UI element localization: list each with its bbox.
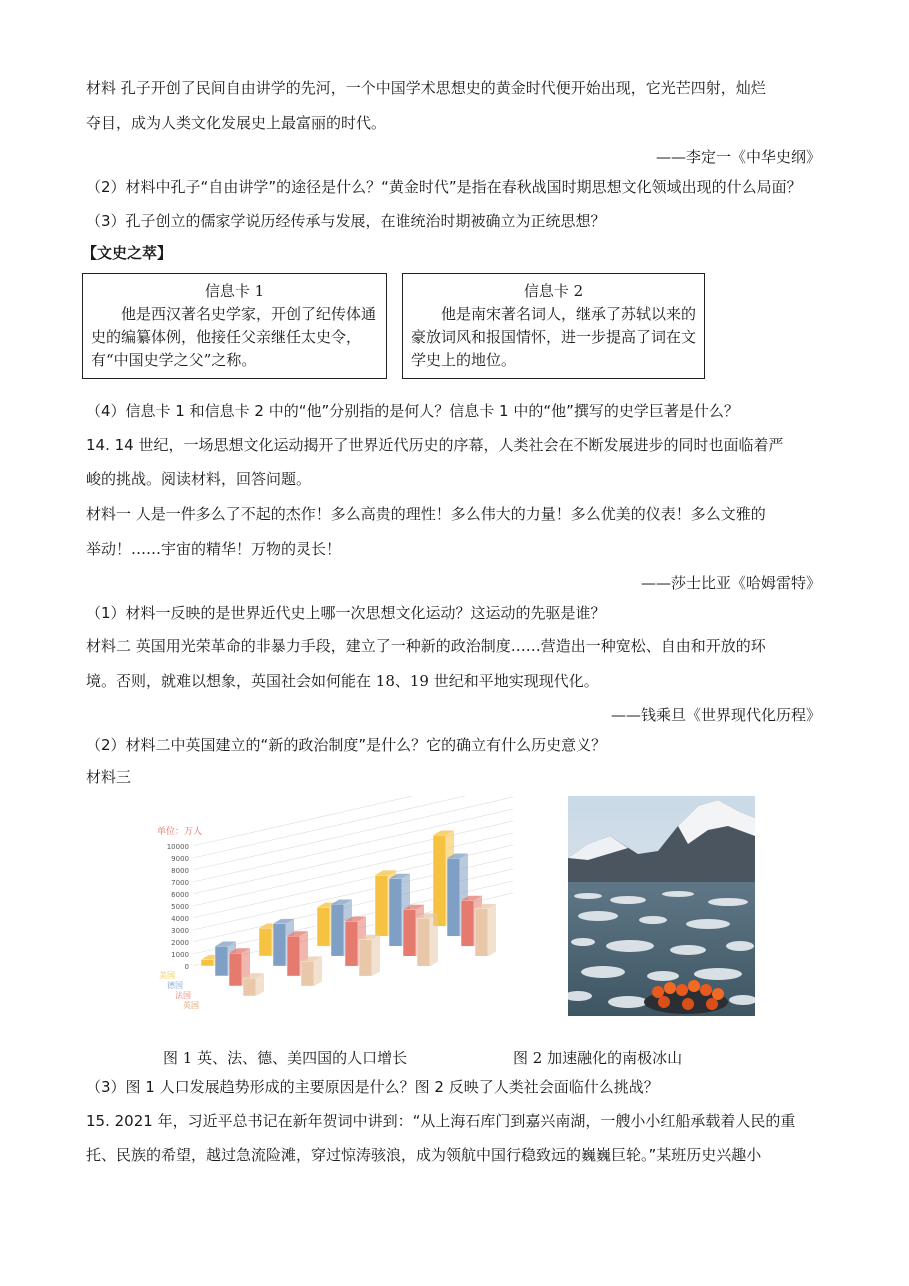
bar-side	[372, 935, 380, 976]
legend-label: 英国	[183, 1001, 199, 1010]
question-15-line-2: 托、民族的希望，越过急流险滩，穿过惊涛骇浪，成为领航中国行稳致远的巍巍巨轮。”某班历史兴趣小	[86, 1146, 762, 1164]
bar	[243, 978, 256, 996]
grid-line	[193, 796, 513, 858]
y-tick-label: 7000	[171, 879, 189, 887]
y-tick-label: 6000	[171, 891, 189, 899]
legend-label: 美国	[159, 971, 175, 980]
figure-2-caption: 图 2 加速融化的南极冰山	[513, 1049, 683, 1067]
section-heading: 【文史之萃】	[82, 244, 173, 262]
bar	[317, 907, 330, 946]
material-text-line-1: 材料 孔子开创了民间自由讲学的先河，一个中国学术思想史的黄金时代便开始出现，它光芒四射，灿烂	[86, 79, 766, 97]
info-card-1	[82, 273, 387, 379]
bar	[273, 924, 286, 966]
bar	[259, 928, 272, 956]
info-card-2-title: 信息卡 2	[523, 282, 584, 300]
bar	[359, 940, 372, 977]
bar	[403, 910, 416, 957]
question-14-stem-line-2: 峻的挑战。阅读材料，回答问题。	[86, 470, 312, 488]
material-1-source: ——莎士比亚《哈姆雷特》	[640, 574, 821, 592]
bar	[215, 946, 228, 976]
material-1-line-1: 材料一 人是一件多么了不起的杰作！多么高贵的理性！多么伟大的力量！多么优美的仪表！多么文雅的	[86, 505, 766, 523]
bar	[475, 909, 488, 957]
material-2-line-1: 材料二 英国用光荣革命的非暴力手段，建立了一种新的政治制度……营造出一种宽松、自由和开放的环	[86, 637, 766, 655]
info-card-2-body: 他是南宋著名词人，继承了苏轼以来的豪放词风和报国情怀，进一步提高了词在文学史上的地位。	[411, 305, 697, 369]
bar	[447, 858, 460, 936]
question-13-4: （4）信息卡 1 和信息卡 2 中的“他”分别指的是何人？信息卡 1 中的“他”撰写的史学巨著是什么？	[86, 402, 739, 420]
bar	[375, 875, 388, 936]
material-3-label: 材料三	[86, 768, 132, 786]
bar	[417, 918, 430, 966]
bar-side	[488, 904, 496, 956]
bar	[389, 879, 402, 947]
bar	[201, 960, 214, 966]
legend-label: 法国	[175, 991, 191, 1000]
info-card-1-title: 信息卡 1	[204, 282, 265, 300]
y-tick-label: 9000	[171, 855, 189, 863]
y-tick-label: 10000	[166, 843, 189, 851]
y-tick-label: 8000	[171, 867, 189, 875]
info-card-1-body: 他是西汉著名史学家，开创了纪传体通史的编纂体例，他接任父亲继任太史令，有“中国史学之父”之称。	[91, 305, 377, 369]
material-2-line-2: 境。否则，就难以想象，英国社会如何能在 18、19 世纪和平地实现现代化。	[86, 672, 599, 690]
bar-side	[314, 956, 322, 986]
material-1-line-2: 举动！……宇宙的精华！万物的灵长！	[86, 540, 342, 558]
bar	[345, 921, 358, 966]
y-tick-label: 4000	[171, 915, 189, 923]
population-chart	[155, 796, 533, 1016]
bar	[433, 835, 446, 926]
bar	[287, 936, 300, 976]
bar	[461, 900, 474, 946]
y-tick-label: 2000	[171, 939, 189, 947]
material-text-line-2: 夺目，成为人类文化发展史上最富丽的时代。	[86, 114, 387, 132]
y-tick-label: 3000	[171, 927, 189, 935]
question-14-3: （3）图 1 人口发展趋势形成的主要原因是什么？图 2 反映了人类社会面临什么挑战？	[86, 1078, 659, 1096]
material-source: ——李定一《中华史纲》	[655, 148, 821, 166]
figure-1-caption: 图 1 英、法、德、美四国的人口增长	[163, 1049, 408, 1067]
y-tick-label: 5000	[171, 903, 189, 911]
question-13-3: （3）孔子创立的儒家学说历经传承与发展，在谁统治时期被确立为正统思想？	[86, 212, 606, 230]
bar	[331, 904, 344, 956]
y-tick-label: 1000	[171, 951, 189, 959]
bar	[301, 961, 314, 986]
question-14-stem-line-1: 14. 14 世纪，一场思想文化运动揭开了世界近代历史的序幕，人类社会在不断发展进步的同时也面临着严	[86, 436, 784, 454]
info-card-2	[402, 273, 705, 379]
question-13-2: （2）材料中孔子“自由讲学”的途径是什么？“黄金时代”是指在春秋战国时期思想文化领域出现的什么局面？	[86, 178, 802, 196]
bar	[229, 953, 242, 986]
question-14-1: （1）材料一反映的是世界近代史上哪一次思想文化运动？这运动的先驱是谁？	[86, 604, 606, 622]
antarctic-ice-photo	[568, 796, 755, 1016]
material-2-source: ——钱乘旦《世界现代化历程》	[610, 706, 821, 724]
y-tick-label: 0	[184, 963, 189, 971]
bar-side	[430, 913, 438, 966]
legend-label: 德国	[167, 981, 183, 990]
grid-line	[193, 796, 513, 846]
y-axis-unit-label: 单位：万人	[157, 827, 203, 837]
question-14-2: （2）材料二中英国建立的“新的政治制度”是什么？它的确立有什么历史意义？	[86, 736, 607, 754]
question-15-line-1: 15. 2021 年，习近平总书记在新年贺词中讲到：“从上海石库门到嘉兴南湖，一艘小小红船承载着人民的重	[86, 1112, 796, 1130]
